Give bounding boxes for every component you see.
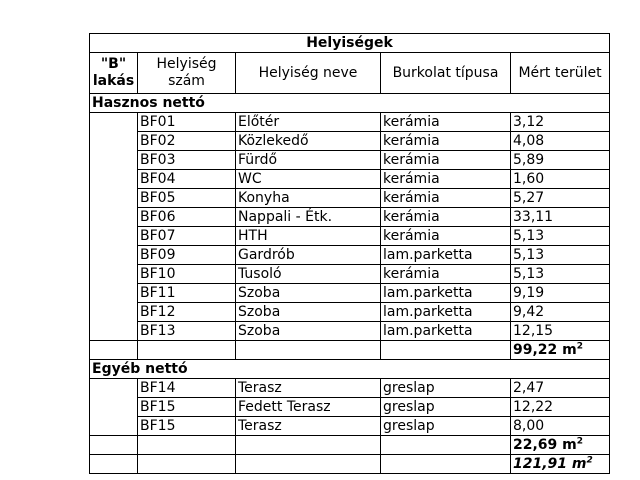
room-name-cell: Fedett Terasz xyxy=(236,398,381,417)
area-cell: 5,13 xyxy=(511,246,610,265)
hasznos-table-row xyxy=(90,151,610,170)
empty-cell xyxy=(381,341,511,360)
floor-type-cell: greslap xyxy=(381,379,511,398)
room-number-cell: BF03 xyxy=(138,151,236,170)
floor-type-cell: lam.parketta xyxy=(381,303,511,322)
unit-cell xyxy=(90,398,138,417)
room-number-cell: BF10 xyxy=(138,265,236,284)
unit-superscript: 2 xyxy=(576,341,584,352)
unit-cell xyxy=(90,189,138,208)
grand-total xyxy=(511,455,610,474)
empty-cell xyxy=(381,455,511,474)
area-cell: 5,89 xyxy=(511,151,610,170)
hasznos-table-row xyxy=(90,284,610,303)
empty-cell xyxy=(90,455,138,474)
unit-cell xyxy=(90,322,138,341)
room-name-cell: Szoba xyxy=(236,303,381,322)
egyeb-table-row xyxy=(90,398,610,417)
empty-cell xyxy=(138,341,236,360)
hasznos-table-row xyxy=(90,265,610,284)
grand-total-value: 121,91 m xyxy=(513,456,587,472)
unit-cell xyxy=(90,417,138,436)
header-area: Mért terület xyxy=(511,53,610,94)
room-number-cell: BF01 xyxy=(138,113,236,132)
room-name-cell: Előtér xyxy=(236,113,381,132)
section-egyeb-label: Egyéb nettó xyxy=(90,360,610,379)
unit-cell xyxy=(90,132,138,151)
area-cell: 5,13 xyxy=(511,265,610,284)
floor-type-cell: kerámia xyxy=(381,151,511,170)
room-number-cell: BF05 xyxy=(138,189,236,208)
section-hasznos-row xyxy=(90,94,610,113)
unit-cell xyxy=(90,227,138,246)
hasznos-table-row xyxy=(90,170,610,189)
empty-cell xyxy=(381,436,511,455)
hasznos-table-row xyxy=(90,208,610,227)
room-name-cell: WC xyxy=(236,170,381,189)
floor-type-cell: lam.parketta xyxy=(381,246,511,265)
room-number-cell: BF15 xyxy=(138,417,236,436)
total-value: 22,69 m xyxy=(513,437,577,453)
unit-superscript: 2 xyxy=(586,455,593,466)
section-egyeb-total-row xyxy=(90,436,610,455)
room-name-cell: Terasz xyxy=(236,379,381,398)
header-floor-type: Burkolat típusa xyxy=(381,53,511,94)
egyeb-table-row xyxy=(90,379,610,398)
egyeb-table-row xyxy=(90,417,610,436)
unit-cell xyxy=(90,170,138,189)
section-hasznos-label: Hasznos nettó xyxy=(90,94,610,113)
floor-type-cell: kerámia xyxy=(381,132,511,151)
room-name-cell: HTH xyxy=(236,227,381,246)
hasznos-table-row xyxy=(90,132,610,151)
section-hasznos-total-row xyxy=(90,341,610,360)
empty-cell xyxy=(236,455,381,474)
unit-cell xyxy=(90,265,138,284)
room-name-cell: Nappali - Étk. xyxy=(236,208,381,227)
unit-superscript: 2 xyxy=(576,436,584,447)
area-cell: 9,19 xyxy=(511,284,610,303)
title-row xyxy=(90,34,610,53)
area-cell: 5,13 xyxy=(511,227,610,246)
floor-type-cell: kerámia xyxy=(381,170,511,189)
room-number-cell: BF04 xyxy=(138,170,236,189)
area-cell: 2,47 xyxy=(511,379,610,398)
empty-cell xyxy=(138,455,236,474)
floor-type-cell: kerámia xyxy=(381,208,511,227)
area-cell: 33,11 xyxy=(511,208,610,227)
room-number-cell: BF12 xyxy=(138,303,236,322)
room-number-cell: BF13 xyxy=(138,322,236,341)
room-name-cell: Szoba xyxy=(236,322,381,341)
area-cell: 12,15 xyxy=(511,322,610,341)
floor-type-cell: kerámia xyxy=(381,113,511,132)
unit-cell xyxy=(90,113,138,132)
room-name-cell: Fürdő xyxy=(236,151,381,170)
room-number-cell: BF11 xyxy=(138,284,236,303)
area-cell: 8,00 xyxy=(511,417,610,436)
header-room-number: Helyiség szám xyxy=(138,53,236,94)
table-title: Helyiségek xyxy=(90,34,610,53)
area-cell: 4,08 xyxy=(511,132,610,151)
room-number-cell: BF15 xyxy=(138,398,236,417)
room-number-cell: BF09 xyxy=(138,246,236,265)
area-cell: 5,27 xyxy=(511,189,610,208)
floor-type-cell: greslap xyxy=(381,417,511,436)
header-row xyxy=(90,53,610,94)
header-unit: "B" lakás xyxy=(90,53,138,94)
hasznos-table-row xyxy=(90,189,610,208)
empty-cell xyxy=(90,341,138,360)
floor-type-cell: kerámia xyxy=(381,227,511,246)
floor-type-cell: lam.parketta xyxy=(381,322,511,341)
hasznos-table-row xyxy=(90,227,610,246)
area-cell: 12,22 xyxy=(511,398,610,417)
section-egyeb-row xyxy=(90,360,610,379)
empty-cell xyxy=(138,436,236,455)
floor-type-cell: lam.parketta xyxy=(381,284,511,303)
hasznos-table-row xyxy=(90,113,610,132)
empty-cell xyxy=(236,436,381,455)
unit-cell xyxy=(90,284,138,303)
unit-cell xyxy=(90,303,138,322)
area-cell: 9,42 xyxy=(511,303,610,322)
room-name-cell: Szoba xyxy=(236,284,381,303)
grand-total-row xyxy=(90,455,610,474)
room-number-cell: BF07 xyxy=(138,227,236,246)
room-name-cell: Konyha xyxy=(236,189,381,208)
rooms-table-body xyxy=(90,34,610,474)
floor-type-cell: kerámia xyxy=(381,265,511,284)
room-name-cell: Gardrób xyxy=(236,246,381,265)
room-name-cell: Közlekedő xyxy=(236,132,381,151)
room-name-cell: Terasz xyxy=(236,417,381,436)
rooms-table xyxy=(89,33,610,474)
empty-cell xyxy=(90,436,138,455)
room-number-cell: BF02 xyxy=(138,132,236,151)
empty-cell xyxy=(236,341,381,360)
area-cell: 3,12 xyxy=(511,113,610,132)
floor-type-cell: greslap xyxy=(381,398,511,417)
hasznos-table-row xyxy=(90,246,610,265)
unit-cell xyxy=(90,379,138,398)
unit-cell xyxy=(90,208,138,227)
section-hasznos-total xyxy=(511,341,610,360)
total-value: 99,22 m xyxy=(513,342,577,358)
header-room-name: Helyiség neve xyxy=(236,53,381,94)
room-name-cell: Tusoló xyxy=(236,265,381,284)
hasznos-table-row xyxy=(90,322,610,341)
unit-cell xyxy=(90,151,138,170)
hasznos-table-row xyxy=(90,303,610,322)
unit-cell xyxy=(90,246,138,265)
section-egyeb-total xyxy=(511,436,610,455)
floor-type-cell: kerámia xyxy=(381,189,511,208)
room-number-cell: BF06 xyxy=(138,208,236,227)
room-number-cell: BF14 xyxy=(138,379,236,398)
area-cell: 1,60 xyxy=(511,170,610,189)
